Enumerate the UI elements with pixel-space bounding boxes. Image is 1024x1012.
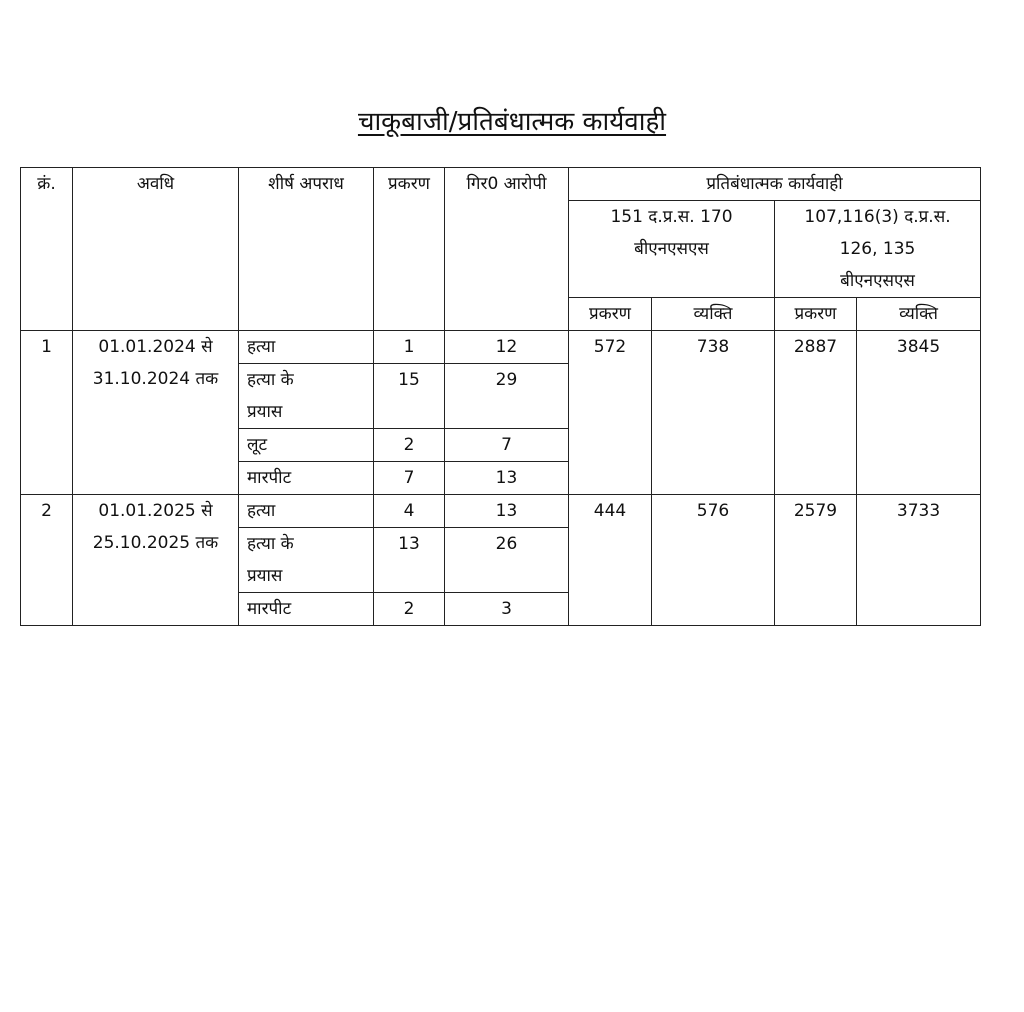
row2-period-end: 25.10.2025 तक (92, 533, 219, 553)
row1-arrested-3: 7 (445, 429, 569, 462)
row2-s2-cases: 2579 (775, 495, 857, 626)
row2-s1-persons: 576 (652, 495, 775, 626)
row1-s1-cases: 572 (569, 331, 652, 495)
header-sno: क्रं. (21, 168, 73, 331)
row1-crime-4: मारपीट (239, 462, 374, 495)
row1-period-start: 01.01.2024 से (98, 337, 213, 357)
sub-header-persons-1: व्यक्ति (652, 298, 775, 331)
header-section-107 (775, 201, 981, 298)
row1-crime-3: लूट (239, 429, 374, 462)
header-row-1 (21, 168, 981, 201)
header-cases: प्रकरण (374, 168, 445, 331)
row2-crime-2-line1: हत्या के (247, 534, 294, 554)
row2-s1-cases: 444 (569, 495, 652, 626)
row2-cases-3: 2 (374, 593, 445, 626)
row2-period (73, 495, 239, 626)
section-151-line1: 151 द.प्र.स. 170 (610, 207, 733, 227)
row1-s1-persons: 738 (652, 331, 775, 495)
header-period: अवधि (73, 168, 239, 331)
sub-header-cases-2: प्रकरण (775, 298, 857, 331)
section-107-line3: बीएनएसएस (840, 271, 915, 291)
section-107-line2: 126, 135 (839, 239, 916, 259)
row2-crime-1: हत्या (239, 495, 374, 528)
row1-cases-3: 2 (374, 429, 445, 462)
row1-arrested-4: 13 (445, 462, 569, 495)
table-row (21, 495, 981, 528)
row1-period-end: 31.10.2024 तक (92, 369, 219, 389)
row1-s2-persons: 3845 (857, 331, 981, 495)
section-107-line1: 107,116(3) द.प्र.स. (804, 207, 951, 227)
row1-crime-1: हत्या (239, 331, 374, 364)
row1-cases-1: 1 (374, 331, 445, 364)
row2-period-start: 01.01.2025 से (98, 501, 213, 521)
row2-crime-3: मारपीट (239, 593, 374, 626)
row2-crime-2-line2: प्रयास (247, 566, 283, 586)
row1-arrested-1: 12 (445, 331, 569, 364)
row1-cases-2: 15 (374, 364, 445, 429)
row1-crime-2-line2: प्रयास (247, 402, 283, 422)
header-arrested: गिर0 आरोपी (445, 168, 569, 331)
row1-sno: 1 (21, 331, 73, 495)
row2-arrested-1: 13 (445, 495, 569, 528)
sub-header-cases-1: प्रकरण (569, 298, 652, 331)
document-title: चाकूबाजी/प्रतिबंधात्मक कार्यवाही (357, 107, 667, 137)
row2-crime-2 (239, 528, 374, 593)
table-row (21, 331, 981, 364)
row1-period (73, 331, 239, 495)
stats-table (20, 167, 981, 626)
header-section-151 (569, 201, 775, 298)
sub-header-persons-2: व्यक्ति (857, 298, 981, 331)
row2-cases-1: 4 (374, 495, 445, 528)
row2-sno: 2 (21, 495, 73, 626)
row2-s2-persons: 3733 (857, 495, 981, 626)
row2-arrested-3: 3 (445, 593, 569, 626)
row1-s2-cases: 2887 (775, 331, 857, 495)
header-preventive: प्रतिबंधात्मक कार्यवाही (569, 168, 981, 201)
row1-crime-2-line1: हत्या के (247, 370, 294, 390)
header-crime: शीर्ष अपराध (239, 168, 374, 331)
row1-crime-2 (239, 364, 374, 429)
row2-cases-2: 13 (374, 528, 445, 593)
row1-cases-4: 7 (374, 462, 445, 495)
section-151-line2: बीएनएसएस (634, 239, 709, 259)
row2-arrested-2: 26 (445, 528, 569, 593)
row1-arrested-2: 29 (445, 364, 569, 429)
